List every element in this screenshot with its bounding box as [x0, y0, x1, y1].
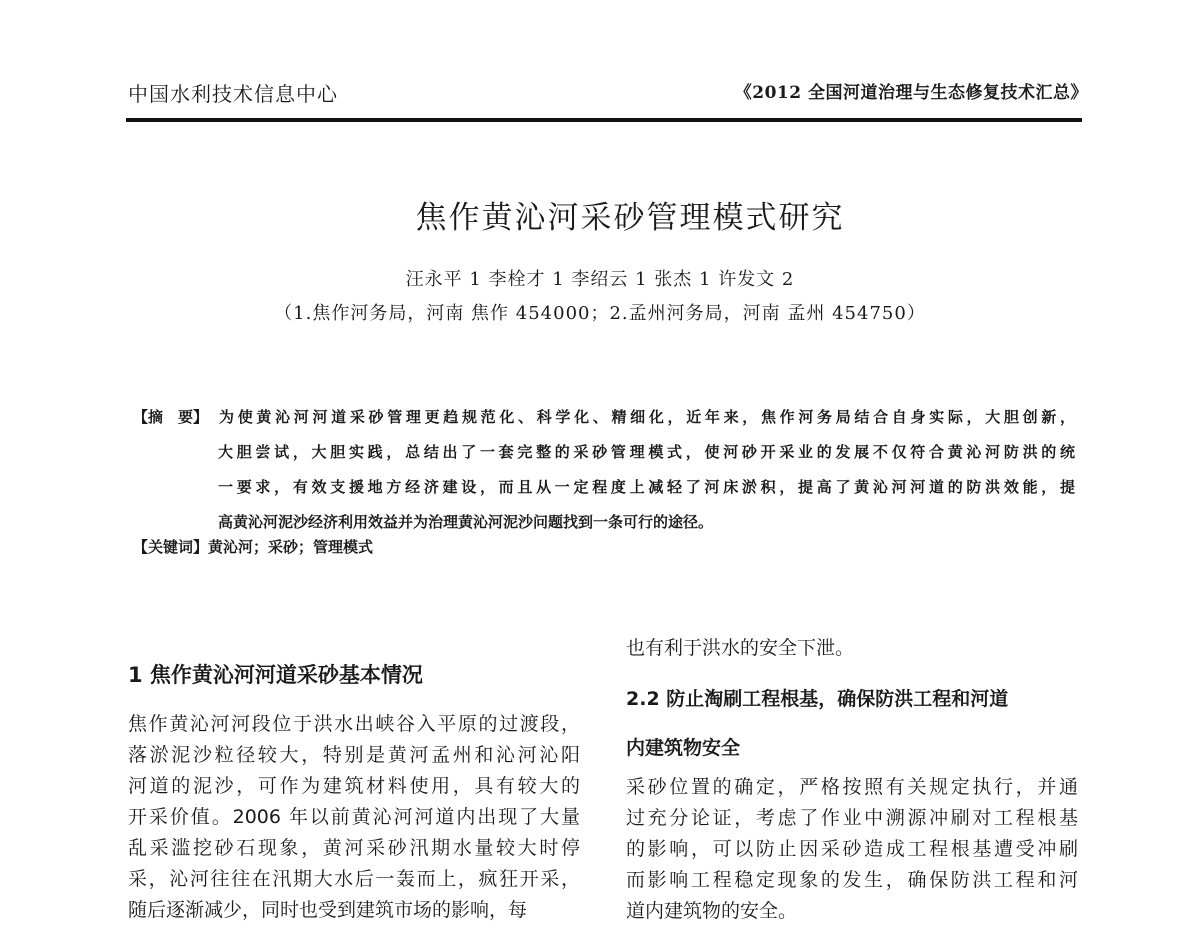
- abstract-line: 高黄沁河泥沙经济利用效益并为治理黄沁河泥沙问题找到一条可行的途径。: [218, 513, 714, 531]
- body-line: 落淤泥沙粒径较大，特别是黄河孟州和沁河沁阳: [128, 744, 580, 766]
- body-line: 焦作黄沁河河段位于洪水出峡谷入平原的过渡段，: [128, 713, 580, 735]
- body-line: 的影响，可以防止因采砂造成工程根基遭受冲刷: [626, 838, 1078, 860]
- body-line: 而影响工程稳定现象的发生，确保防洪工程和河: [626, 869, 1078, 891]
- author-list: 汪永平 1 李栓才 1 李绍云 1 张杰 1 许发文 2: [405, 269, 795, 290]
- body-line: 河道的泥沙，可作为建筑材料使用，具有较大的: [128, 775, 580, 797]
- abstract-line: 一要求，有效支援地方经济建设，而且从一定程度上减轻了河床淤积，提高了黄沁河河道的防洪效能，提: [218, 478, 1075, 496]
- abstract-line: 为使黄沁河河道采砂管理更趋规范化、科学化、精细化，近年来，焦作河务局结合自身实际，大胆创新，: [219, 408, 1075, 426]
- keywords-label: 【关键词】: [133, 538, 209, 556]
- keywords-block: [133, 536, 373, 557]
- running-header-left: 中国水利技术信息中心: [128, 82, 338, 106]
- body-line: 采，沁河往往在汛期大水后一轰而上，疯狂开采，: [128, 868, 580, 890]
- abstract-label: 【摘 要】: [133, 408, 209, 426]
- keywords-text: 黄沁河；采砂；管理模式: [208, 538, 374, 556]
- right-column: [626, 633, 1078, 927]
- body-line: 过充分论证，考虑了作业中溯源冲刷对工程根基: [626, 807, 1078, 829]
- body-line: 随后逐渐减少，同时也受到建筑市场的影响，每: [128, 899, 528, 921]
- affiliation: （1.焦作河务局，河南 焦作 454000；2.孟州河务局，河南 孟州 454750）: [274, 303, 926, 324]
- header-rule: [126, 118, 1082, 122]
- subsection-heading: 2.2 防止淘刷工程根基，确保防洪工程和河道: [626, 688, 1009, 710]
- body-line: 也有利于洪水的安全下泄。: [626, 637, 855, 659]
- body-line: 采砂位置的确定，严格按照有关规定执行，并通: [626, 776, 1078, 798]
- paper-title: 焦作黄沁河采砂管理模式研究: [415, 200, 845, 236]
- section-heading: 1 焦作黄沁河河道采砂基本情况: [128, 663, 423, 687]
- left-column: [128, 660, 580, 926]
- running-header-right: 《2012 全国河道治理与生态修复技术汇总》: [734, 83, 1088, 103]
- abstract-line: 大胆尝试，大胆实践，总结出了一套完整的采砂管理模式，使河砂开采业的发展不仅符合黄沁河防洪的统: [218, 443, 1075, 461]
- body-line: 乱采滥挖砂石现象，黄河采砂汛期水量较大时停: [128, 837, 580, 859]
- body-line: 开采价值。2006 年以前黄沁河河道内出现了大量: [128, 806, 580, 828]
- abstract-body: [219, 400, 1075, 540]
- subsection-heading-continued: 内建筑物安全: [626, 737, 741, 759]
- body-line: 道内建筑物的安全。: [626, 900, 798, 922]
